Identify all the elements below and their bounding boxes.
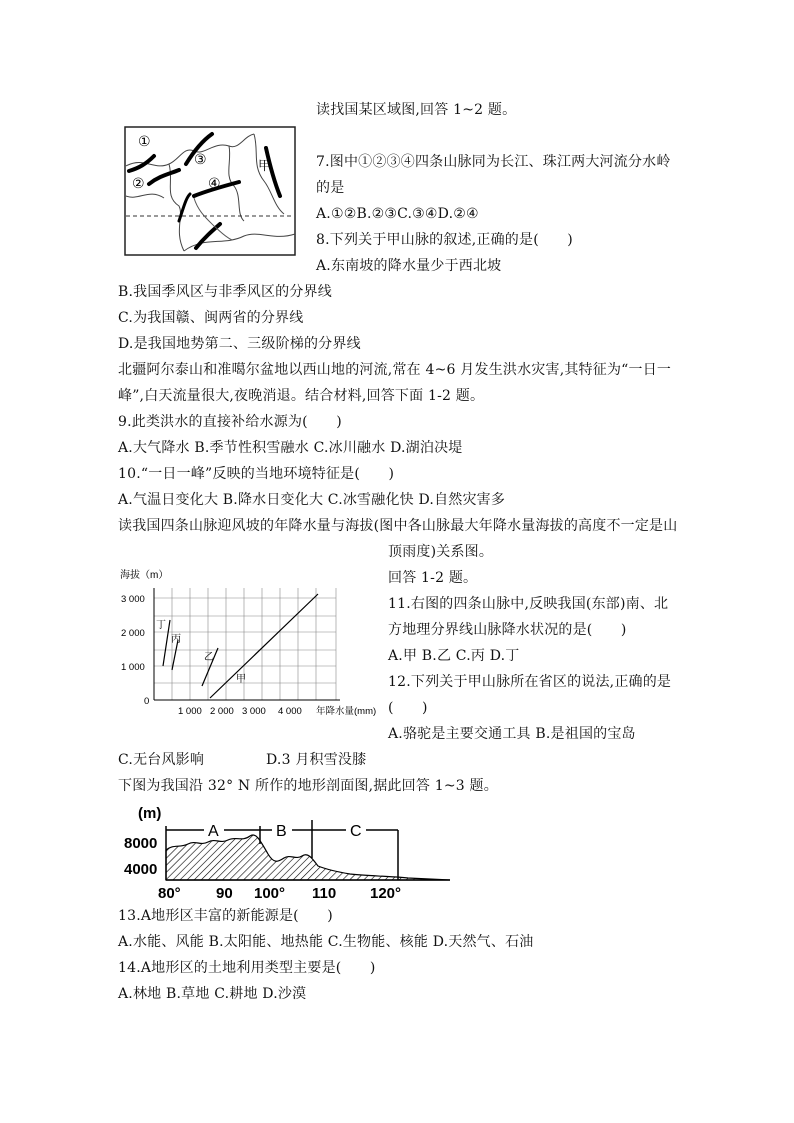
precipitation-altitude-chart — [118, 564, 386, 722]
q11-options: A.甲 B.乙 C.丙 D.丁 — [388, 648, 520, 664]
section3-intro-line3: 回答 1-2 题。 — [388, 570, 478, 586]
q14-options: A.林地 B.草地 C.耕地 D.沙漠 — [118, 986, 307, 1002]
chart-xtick-4000: 4 000 — [278, 706, 302, 717]
chart-ytick-2000: 2 000 — [121, 628, 145, 639]
q9-stem: 9.此类洪水的直接补给水源为( ) — [118, 414, 342, 430]
q10-stem: 10.“一日一峰”反映的当地环境特征是( ) — [118, 466, 395, 482]
section4-intro: 下图为我国沿 32° N 所作的地形剖面图,据此回答 1~3 题。 — [118, 778, 498, 794]
chart-xtick-2000: 2 000 — [210, 706, 234, 717]
profile-xtick-90: 90 — [216, 885, 233, 902]
q12-stem-line2: ( ) — [388, 700, 428, 716]
q12-option-d: D.3 月积雪没膝 — [266, 752, 367, 768]
section2-intro-line2: 峰”,白天流量很大,夜晚消退。结合材料,回答下面 1-2 题。 — [118, 388, 485, 404]
chart-ylabel: 海拔（m） — [120, 570, 169, 581]
map-label-jia: 甲 — [258, 158, 272, 173]
region-map — [124, 126, 296, 256]
section3-intro-line2: 顶雨度)关系图。 — [388, 544, 494, 560]
chart-xlabel: 年降水量(mm) — [316, 706, 377, 717]
profile-region-c: C — [350, 823, 362, 840]
q9-options: A.大气降水 B.季节性积雪融水 C.冰川融水 D.湖泊决堤 — [118, 440, 463, 456]
map-label-4: ④ — [208, 175, 221, 191]
q8-option-c: C.为我国赣、闽两省的分界线 — [118, 310, 304, 326]
precipitation-altitude-svg — [118, 564, 386, 722]
q8-option-a: A.东南坡的降水量少于西北坡 — [316, 258, 502, 274]
q12-option-c: C.无台风影响 — [118, 752, 205, 768]
terrain-profile — [118, 800, 458, 902]
section2-intro-line1: 北疆阿尔泰山和准噶尔盆地以西山地的河流,常在 4~6 月发生洪水灾害,其特征为“一日一 — [118, 362, 672, 378]
profile-xtick-100: 100° — [254, 885, 286, 902]
chart-ytick-3000: 3 000 — [121, 594, 145, 605]
q7-stem-line2: 的是 — [316, 180, 345, 196]
profile-ytick-4000: 4000 — [124, 861, 158, 878]
profile-unit: (m) — [138, 805, 162, 822]
q12-options-ab: A.骆驼是主要交通工具 B.是祖国的宝岛 — [388, 726, 636, 742]
series-label-ding: 丁 — [156, 620, 166, 631]
q7-options: A.①②B.②③C.③④D.②④ — [316, 206, 479, 222]
profile-xtick-120: 120° — [370, 885, 402, 902]
section3-intro-line1: 读我国四条山脉迎风坡的年降水量与海拔(图中各山脉最大年降水量海拔的高度不一定是山 — [118, 518, 678, 534]
q7-stem-line1: 7.图中①②③④四条山脉同为长江、珠江两大河流分水岭 — [316, 154, 671, 170]
profile-ytick-8000: 8000 — [124, 835, 158, 852]
terrain-profile-svg — [118, 800, 458, 902]
q8-option-d: D.是我国地势第二、三级阶梯的分界线 — [118, 336, 361, 352]
profile-region-b: B — [276, 823, 287, 840]
profile-region-a: A — [208, 823, 219, 840]
profile-xtick-80: 80° — [158, 885, 181, 902]
series-label-yi: 乙 — [204, 652, 214, 663]
region-map-svg — [124, 126, 296, 256]
map-label-3: ③ — [194, 151, 207, 167]
q13-options: A.水能、风能 B.太阳能、地热能 C.生物能、核能 D.天然气、石油 — [118, 934, 534, 950]
series-label-jia: 甲 — [236, 674, 246, 685]
q11-stem: 11.右图的四条山脉中,反映我国(东部)南、北 — [388, 596, 669, 612]
q8-stem: 8.下列关于甲山脉的叙述,正确的是( ) — [316, 232, 573, 248]
q14-stem: 14.A地形区的土地利用类型主要是( ) — [118, 960, 376, 976]
profile-xtick-110: 110 — [312, 885, 337, 902]
chart-xtick-3000: 3 000 — [242, 706, 266, 717]
q11-stem-line2: 方地理分界线山脉降水状况的是( ) — [388, 622, 627, 638]
chart-ytick-1000: 1 000 — [121, 662, 145, 673]
q10-options: A.气温日变化大 B.降水日变化大 C.冰雪融化快 D.自然灾害多 — [118, 492, 506, 508]
q8-option-b: B.我国季风区与非季风区的分界线 — [118, 284, 332, 300]
q13-stem: 13.A地形区丰富的新能源是( ) — [118, 908, 333, 924]
series-label-bing: 丙 — [171, 634, 181, 645]
section1-intro: 读找国某区域图,回答 1~2 题。 — [316, 102, 517, 118]
chart-ytick-0: 0 — [144, 696, 150, 707]
chart-xtick-1000: 1 000 — [178, 706, 202, 717]
map-label-1: ① — [138, 133, 151, 149]
map-label-2: ② — [132, 175, 145, 191]
q12-stem: 12.下列关于甲山脉所在省区的说法,正确的是 — [388, 674, 672, 690]
